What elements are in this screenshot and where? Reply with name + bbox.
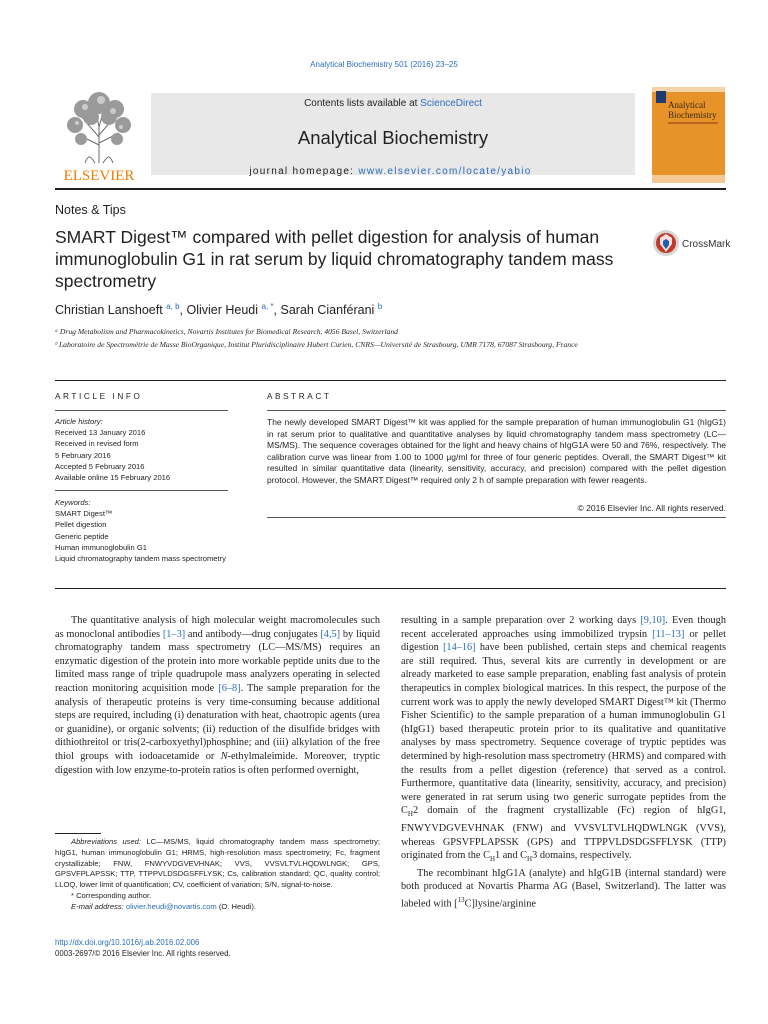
abstract-heading: ABSTRACT <box>267 392 332 401</box>
email-link[interactable]: olivier.heudi@novartis.com <box>125 901 217 911</box>
info-top-divider <box>55 380 726 381</box>
citation-link[interactable]: [9,10] <box>640 615 666 626</box>
author-separator: , <box>179 303 187 318</box>
abstract-copyright: © 2016 Elsevier Inc. All rights reserved. <box>577 503 726 513</box>
journal-homepage-line <box>55 166 726 177</box>
abbreviations-text: LC—MS/MS, liquid chromatography tandem mass spectrometry; hIgG1, human immunoglobulin G1; HRMS, high-resolution mass spectrometry; Fc, fragment crystallizable; FNW, FNWYVDGVEVHNAK; VVS, VVSVLTVLHQDWLNGK; GPS, GPSVFPLAPSSK; TTP, TTPPVLDSDGSFFLYSK; Cs, calibration standard; QC, quality control; LLOQ, lower limit of quantification; CV, coefficient of variation; S/N, signal-to-noise. <box>55 837 380 890</box>
text-run: have been published, certain steps and chemical reagents are still required. Thus, several kits are currently in development or are already marketed to ease sample preparation, enabling fast analysis of protein therapeutics in complex biological matrices. In this respect, the purpose of the current work was to apply the newly developed SMART Digest™ kit (Thermo Fisher Scientific) to the sample preparation of a human immunoglobulin G1 (hIgG1) based therapeutic protein prior to its qualitative and quantitative analyses by mass spectrometry. Sequence coverage of tryptic peptides was determined by high-resolution mass spectrometry (HRMS) and compared with the results from a pellet digestion (reference) that served as a control. Furthermore, quantitative data (linearity, sensitivity, accuracy, and precision) were generated in rat serum using two generic surrogate peptides from the C <box>401 642 726 817</box>
author-separator: , <box>273 303 281 318</box>
keyword-item: SMART Digest™ <box>55 509 113 519</box>
keywords-label: Keywords: <box>55 498 91 507</box>
abbreviations-footnote <box>55 837 380 891</box>
text-run: C]lysine/arginine <box>464 898 536 910</box>
elsevier-wordmark: ELSEVIER <box>63 168 135 183</box>
text-run: . The sample preparation for the analysis of therapeutic proteins is very time-consuming because additional steps are required, including (i) denaturation with heat, chaotropic agents (urea or guanidine), or organic solvents; (ii) reduction of the disulfide bridges with dithiothreitol or tris(2-carboxyethyl)phosphine; and (iii) alkylation of the free thiol groups with iodoacetamide or <box>55 682 380 762</box>
subscript: H <box>527 855 533 864</box>
abstract-text: The newly developed SMART Digest™ kit was applied for the sample preparation of human immunoglobulin G1 (hIgG1) in rat serum prior to qualitative and quantitative analyses by liquid chromatography tandem mass spectrometry (LC—MS/MS). The sequence coverages obtained for the light and heavy chains of hIgG1A were 50 and 76%, respectively. The calibration curve was linear from 1.00 to 1000 μg/ml for three of four generic peptides. Overall, the SMART Digest™ kit resulted in similar quantitative data (linearity, sensitivity, accuracy, and precision) compared with the pellet digestion protocol. However, the SMART Digest™ required only 2 h of sample preparation with fewer reagents. <box>267 417 726 485</box>
text-run: -ethylmaleimide. Moreover, tryptic digestion with low enzyme-to-protein ratios is often performed overnight, <box>55 750 380 776</box>
article-info-divider <box>55 410 228 411</box>
affiliation-b: ᵇ Laboratoire de Spectrométrie de Masse BioOrganique, Institut Pluridisciplinaire Hubert Curien, CNRS—Université de Strasbourg, UMR 7178, 67087 Strasbourg, France <box>55 340 578 349</box>
affiliation-a: ᵃ Drug Metabolism and Pharmacokinetics, Novartis Institutes for Biomedical Research, 4056 Basel, Switzerland <box>55 327 398 336</box>
author-name[interactable]: Christian Lanshoeft <box>55 303 163 318</box>
section-label: Notes & Tips <box>55 203 126 217</box>
homepage-prefix: journal homepage: <box>249 166 359 177</box>
keywords-divider <box>55 490 228 491</box>
body-paragraph <box>401 614 726 867</box>
crossmark-badge[interactable] <box>652 229 732 261</box>
crossmark-label: CrossMark <box>682 239 731 250</box>
cover-title-line2: Biochemistry <box>668 110 717 120</box>
author-name[interactable]: Olivier Heudi <box>186 303 259 318</box>
email-suffix: (O. Heudi). <box>216 901 256 911</box>
history-line: Available online 15 February 2016 <box>55 473 171 483</box>
history-line: Accepted 5 February 2016 <box>55 461 145 471</box>
abbreviations-label: Abbreviations used: <box>71 837 142 846</box>
crossmark-icon <box>652 229 732 261</box>
author-list <box>55 302 382 317</box>
email-label: E-mail address: <box>71 901 124 911</box>
author-affiliation-sup[interactable]: a, * <box>261 302 274 311</box>
info-bottom-divider <box>55 588 726 589</box>
text-run: 1 and C <box>495 850 528 862</box>
header-divider <box>55 188 726 190</box>
author-affiliation-sup[interactable]: a, b <box>166 302 180 311</box>
history-line: Received in revised form <box>55 439 139 449</box>
text-run: 3 domains, respectively. <box>532 850 632 862</box>
homepage-link[interactable]: www.elsevier.com/locate/yabio <box>358 166 532 177</box>
text-run: . Even though recent accelerated approaches using immobilized trypsin <box>401 615 726 640</box>
history-line: Received 13 January 2016 <box>55 428 146 438</box>
abstract-divider <box>267 410 726 411</box>
text-run: or pellet digestion <box>401 628 726 654</box>
cover-title-line1: Analytical <box>668 100 706 110</box>
sciencedirect-link[interactable]: ScienceDirect <box>420 98 482 109</box>
journal-cover-thumbnail[interactable] <box>652 87 725 183</box>
citation-link[interactable]: [4,5] <box>320 628 341 640</box>
subscript: H <box>489 855 495 864</box>
text-run: and antibody—drug conjugates <box>185 628 321 640</box>
body-column-left <box>55 614 380 777</box>
journal-title: Analytical Biochemistry <box>297 127 489 148</box>
citation-link[interactable]: [1–3] <box>162 628 186 640</box>
author-affiliation-sup[interactable]: b <box>377 302 383 311</box>
journal-info-box <box>151 93 635 175</box>
article-history <box>55 416 230 483</box>
body-column-right <box>401 614 726 911</box>
body-paragraph <box>401 867 726 911</box>
subscript: H <box>407 810 413 819</box>
citation-link[interactable]: [14–16] <box>443 642 476 654</box>
article-title: SMART Digest™ compared with pellet digestion for analysis of human immunoglobulin G1 in rat serum by liquid chromatography tandem mass spectrometry <box>55 227 614 291</box>
contents-line <box>151 98 635 109</box>
text-run-italic: N <box>220 750 228 762</box>
keyword-item: Pellet digestion <box>55 520 107 530</box>
keyword-item: Human immunoglobulin G1 <box>55 542 148 552</box>
citation-link[interactable]: [11–13] <box>652 628 685 640</box>
abstract-bottom-divider <box>267 517 726 518</box>
issn-line: 0003-2697/© 2016 Elsevier Inc. All rights reserved. <box>55 948 231 958</box>
text-run: The quantitative analysis of high molecular weight macromolecules such as monoclonal antibodies <box>55 615 380 640</box>
history-label: Article history: <box>55 417 103 426</box>
citation-link[interactable]: [6–8] <box>218 682 241 694</box>
contents-prefix: Contents lists available at <box>304 98 421 109</box>
keyword-item: Liquid chromatography tandem mass spectrometry <box>55 554 226 564</box>
body-paragraph <box>55 614 380 777</box>
text-run: by liquid chromatography tandem mass spectrometry (LC—MS/MS) requires an enzymatic digestion of the protein into more workable peptide units due to the limited mass range of triple quadrupole mass analyzers operating in selected reaction monitoring acquisition mode <box>55 628 380 694</box>
footnote-divider <box>55 833 101 834</box>
journal-cover-image <box>652 87 725 183</box>
article-info-heading: ARTICLE INFO <box>55 392 143 401</box>
author-name[interactable]: Sarah Cianférani <box>280 303 375 318</box>
text-run: resulting in a sample preparation over 2 working days <box>401 615 641 626</box>
email-footnote <box>55 902 380 913</box>
journal-header <box>55 87 726 187</box>
corresponding-author-note: * Corresponding author. <box>71 890 152 900</box>
history-line: 5 February 2016 <box>55 450 111 460</box>
footnotes <box>55 837 380 913</box>
keywords-list <box>55 497 230 564</box>
doi-block <box>55 938 380 959</box>
text-run: The recombinant hIgG1A (analyte) and hIgG1B (internal standard) were both produced at Novartis Pharma AG (Basel, Switzerland). The latter was labeled with [ <box>401 867 726 910</box>
keyword-item: Generic peptide <box>55 531 109 541</box>
superscript: 13 <box>457 895 465 904</box>
journal-reference[interactable]: Analytical Biochemistry 501 (2016) 23–25 <box>310 60 458 69</box>
text-run: 2 domain of the fragment crystallizable (Fc) region of hIgG1, FNWYVDGVEVHNAK (FNW) and VVSVLTVLHQDWLNGK (VVS), whereas GPSVFPLAPSSK (GPS) and TTPPVLDSDGSFFLYSK (TTP) originated from the C <box>401 805 726 862</box>
doi-link[interactable]: http://dx.doi.org/10.1016/j.ab.2016.02.006 <box>55 938 200 947</box>
